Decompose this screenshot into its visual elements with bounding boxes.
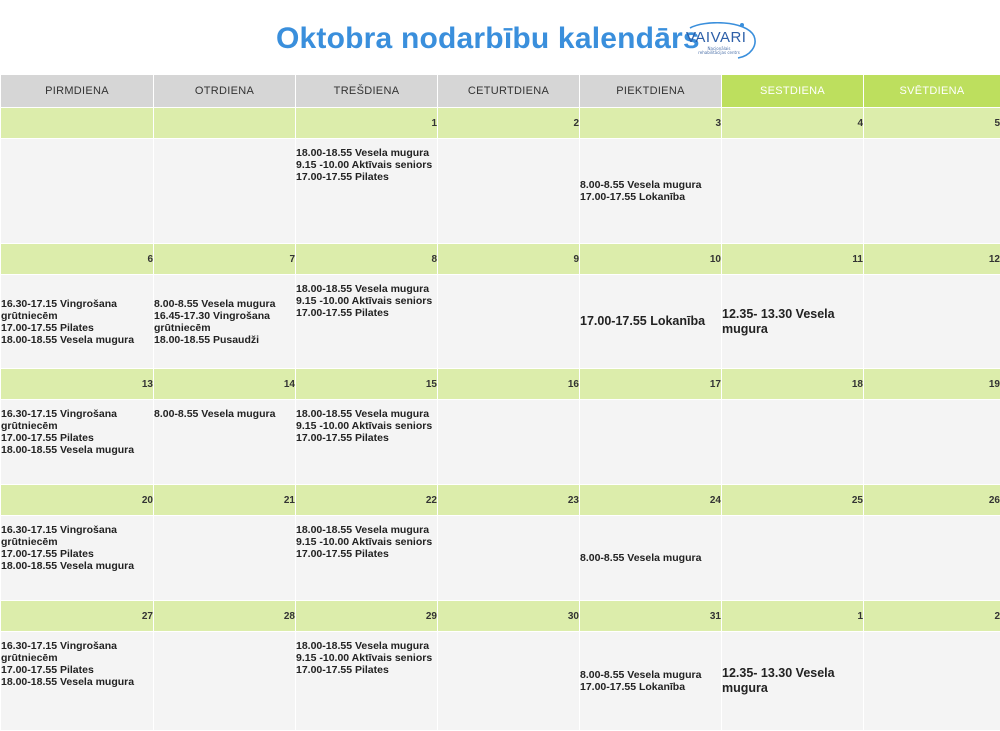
weekday-friday: PIEKTDIENA [580, 75, 722, 108]
weekday-wednesday: TREŠDIENA [296, 75, 438, 108]
week-events-row [1, 400, 1000, 485]
day-number: 10 [580, 244, 722, 275]
class-entry: 18.00-18.55 Vesela mugura [296, 408, 437, 420]
day-cell [438, 139, 580, 244]
day-cell [438, 632, 580, 731]
class-entry: 17.00-17.55 Pilates [1, 322, 153, 334]
class-entry: 18.00-18.55 Vesela mugura [1, 444, 153, 456]
day-cell [296, 139, 438, 244]
class-entry: 17.00-17.55 Pilates [1, 664, 153, 676]
day-cell [864, 632, 1000, 731]
day-cell [864, 516, 1000, 601]
logo-text: VAIVARI [686, 29, 746, 46]
day-number: 11 [722, 244, 864, 275]
day-cell [722, 400, 864, 485]
day-cell [438, 275, 580, 369]
day-cell [1, 632, 154, 731]
day-cell [722, 632, 864, 731]
day-cell [154, 275, 296, 369]
week-date-row [1, 485, 1000, 516]
day-cell [296, 400, 438, 485]
class-entry: 9.15 -10.00 Aktīvais seniors [296, 420, 437, 432]
class-entry: 18.00-18.55 Vesela mugura [1, 560, 153, 572]
day-cell [296, 275, 438, 369]
class-entry: 9.15 -10.00 Aktīvais seniors [296, 652, 437, 664]
weekday-saturday: SESTDIENA [722, 75, 864, 108]
week-events-row [1, 139, 1000, 244]
week-date-row [1, 369, 1000, 400]
calendar-body [1, 108, 1000, 731]
day-cell [580, 400, 722, 485]
class-entry: 17.00-17.55 Lokanība [580, 681, 721, 693]
day-cell [438, 400, 580, 485]
day-cell [438, 516, 580, 601]
day-number: 18 [722, 369, 864, 400]
day-number: 1 [296, 108, 438, 139]
day-cell [154, 400, 296, 485]
class-entry: 12.35- 13.30 Vesela mugura [722, 666, 863, 696]
day-cell [1, 516, 154, 601]
class-entry: 17.00-17.55 Lokanība [580, 191, 721, 203]
day-cell [580, 632, 722, 731]
page-title: Oktobra nodarbību kalendārs [276, 22, 700, 56]
day-cell [580, 139, 722, 244]
week-events-row [1, 516, 1000, 601]
day-number: 21 [154, 485, 296, 516]
class-entry: 17.00-17.55 Pilates [296, 171, 437, 183]
class-entry: 8.00-8.55 Vesela mugura [154, 298, 295, 310]
day-cell [296, 632, 438, 731]
day-cell [864, 400, 1000, 485]
class-entry: 17.00-17.55 Pilates [296, 432, 437, 444]
class-entry: 9.15 -10.00 Aktīvais seniors [296, 159, 437, 171]
day-number: 9 [438, 244, 580, 275]
day-number: 23 [438, 485, 580, 516]
class-entry: 16.30-17.15 Vingrošana grūtniecēm [1, 524, 153, 548]
weekday-header-row [1, 75, 1000, 108]
class-entry: 17.00-17.55 Pilates [296, 307, 437, 319]
day-number: 17 [580, 369, 722, 400]
weekday-thursday: CETURTDIENA [438, 75, 580, 108]
day-number: 4 [722, 108, 864, 139]
calendar-table [0, 74, 1000, 731]
class-entry: 17.00-17.55 Pilates [296, 664, 437, 676]
day-number: 22 [296, 485, 438, 516]
day-cell [296, 516, 438, 601]
week-date-row [1, 244, 1000, 275]
class-entry: 17.00-17.55 Pilates [1, 432, 153, 444]
day-number [1, 108, 154, 139]
day-number: 3 [580, 108, 722, 139]
day-cell [1, 139, 154, 244]
day-number: 7 [154, 244, 296, 275]
class-entry: 18.00-18.55 Vesela mugura [296, 640, 437, 652]
day-number: 19 [864, 369, 1000, 400]
week-date-row [1, 601, 1000, 632]
class-entry: 8.00-8.55 Vesela mugura [154, 408, 295, 420]
class-entry: 8.00-8.55 Vesela mugura [580, 552, 721, 564]
class-entry: 17.00-17.55 Pilates [296, 548, 437, 560]
class-entry: 18.00-18.55 Vesela mugura [1, 676, 153, 688]
day-number: 8 [296, 244, 438, 275]
class-entry: 18.00-18.55 Vesela mugura [296, 283, 437, 295]
day-number: 25 [722, 485, 864, 516]
weekday-sunday: SVĒTDIENA [864, 75, 1000, 108]
day-number: 29 [296, 601, 438, 632]
day-number: 28 [154, 601, 296, 632]
day-cell [1, 400, 154, 485]
day-cell [1, 275, 154, 369]
week-events-row [1, 632, 1000, 731]
class-entry: 18.00-18.55 Vesela mugura [1, 334, 153, 346]
calendar-header [0, 0, 1000, 74]
class-entry: 18.00-18.55 Pusaudži [154, 334, 295, 346]
day-number: 1 [722, 601, 864, 632]
day-cell [864, 275, 1000, 369]
class-entry: 18.00-18.55 Vesela mugura [296, 524, 437, 536]
day-number: 5 [864, 108, 1000, 139]
class-entry: 16.30-17.15 Vingrošana grūtniecēm [1, 640, 153, 664]
class-entry: 17.00-17.55 Pilates [1, 548, 153, 560]
class-entry: 18.00-18.55 Vesela mugura [296, 147, 437, 159]
vaivari-logo [684, 22, 758, 60]
week-date-row [1, 108, 1000, 139]
weekday-tuesday: OTRDIENA [154, 75, 296, 108]
day-cell [580, 275, 722, 369]
week-events-row [1, 275, 1000, 369]
day-number [154, 108, 296, 139]
day-number: 24 [580, 485, 722, 516]
day-number: 2 [864, 601, 1000, 632]
day-number: 14 [154, 369, 296, 400]
day-cell [154, 516, 296, 601]
day-number: 27 [1, 601, 154, 632]
day-number: 16 [438, 369, 580, 400]
day-cell [722, 139, 864, 244]
day-number: 31 [580, 601, 722, 632]
day-cell [154, 632, 296, 731]
day-number: 26 [864, 485, 1000, 516]
class-entry: 16.45-17.30 Vingrošana grūtniecēm [154, 310, 295, 334]
class-entry: 8.00-8.55 Vesela mugura [580, 179, 721, 191]
day-cell [154, 139, 296, 244]
day-number: 6 [1, 244, 154, 275]
day-cell [864, 139, 1000, 244]
weekday-monday: PIRMDIENA [1, 75, 154, 108]
logo-subtitle: Nacionālais rehabilitācijas centrs [698, 47, 740, 55]
class-entry: 9.15 -10.00 Aktīvais seniors [296, 536, 437, 548]
class-entry: 16.30-17.15 Vingrošana grūtniecēm [1, 298, 153, 322]
class-entry: 17.00-17.55 Lokanība [580, 314, 721, 329]
day-number: 2 [438, 108, 580, 139]
day-cell [722, 516, 864, 601]
class-entry: 8.00-8.55 Vesela mugura [580, 669, 721, 681]
day-cell [722, 275, 864, 369]
class-entry: 12.35- 13.30 Vesela mugura [722, 307, 863, 337]
class-entry: 9.15 -10.00 Aktīvais seniors [296, 295, 437, 307]
day-number: 30 [438, 601, 580, 632]
class-entry: 16.30-17.15 Vingrošana grūtniecēm [1, 408, 153, 432]
day-cell [580, 516, 722, 601]
day-number: 13 [1, 369, 154, 400]
day-number: 20 [1, 485, 154, 516]
day-number: 15 [296, 369, 438, 400]
day-number: 12 [864, 244, 1000, 275]
